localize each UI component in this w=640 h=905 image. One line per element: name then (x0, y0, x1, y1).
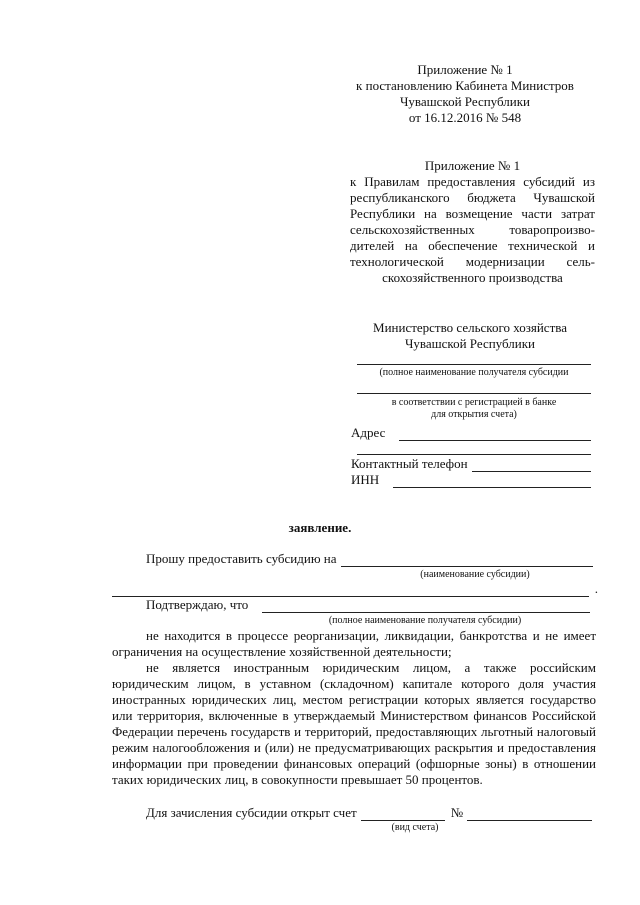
appendix-rules-line: Республики на возмещение части затрат (350, 206, 595, 221)
address-field[interactable] (399, 428, 591, 441)
appendix-rules-line: Приложение № 1 (424, 158, 521, 173)
paragraph-no-reorganization: не находится в процессе реорганизации, ликвидации, банкротства и не имеет ограничения на осуществление хозяйственной деятельности; (112, 628, 596, 659)
ministry-name: Министерство сельского хозяйства (373, 320, 567, 335)
address-field-line2[interactable] (357, 454, 591, 455)
bank-caption-line: для открытия счета) (431, 409, 517, 420)
bank-caption (345, 397, 603, 421)
recipient-name-caption: (полное наименование получателя субсидии (379, 367, 569, 378)
account-row (146, 805, 592, 821)
appendix-rules-header (350, 158, 595, 286)
confirm-label: Подтверждаю, что (146, 597, 249, 612)
appendix-rules-line: скохозяйственного производства (382, 270, 563, 285)
confirm-row (146, 597, 590, 613)
appendix-rules-line: технологической модернизации сель- (350, 254, 595, 269)
bank-registration-line[interactable] (357, 393, 591, 394)
appendix-rules-line: к Правилам предоставления субсидий из (350, 174, 595, 189)
phone-label: Контактный телефон (351, 456, 468, 471)
confirm-recipient-field[interactable] (262, 600, 590, 613)
phone-field[interactable] (472, 459, 591, 472)
request-label: Прошу предоставить субсидию на (146, 551, 337, 566)
appendix-rules-line: дителей на обеспечение технической и (350, 238, 595, 253)
appendix-1-line: к постановлению Кабинета Министров (356, 78, 574, 93)
account-number-sign: № (450, 805, 464, 820)
recipient-name-line[interactable] (357, 364, 591, 365)
appendix-rules-line: сельскохозяйственных товаропроизво- (350, 222, 595, 237)
address-row (351, 425, 591, 441)
subsidy-name-field[interactable] (341, 554, 593, 567)
appendix-1-line: Чувашской Республики (399, 94, 531, 109)
request-continuation-row (112, 581, 598, 597)
address-label: Адрес (351, 425, 386, 440)
request-period: . (594, 581, 598, 596)
account-label: Для зачисления субсидии открыт счет (146, 805, 357, 820)
appendix-rules-line: республиканского бюджета Чувашской (350, 190, 595, 205)
appendix-1-line: Приложение № 1 (417, 62, 513, 77)
inn-label: ИНН (351, 472, 380, 487)
account-type-field[interactable] (361, 808, 445, 821)
subsidy-name-field-continued[interactable] (112, 584, 589, 597)
account-number-field[interactable] (467, 808, 592, 821)
phone-row (351, 456, 591, 472)
addressee-ministry (345, 320, 595, 352)
paragraph-not-foreign-entity: не является иностранным юридическим лицом, а также российским юридическим лицом, в уставном (складочном) капитале которого доля участия иностранных юридических лиц, местом регистрации которых является государство или территория, включенные в утверждаемый Министерством финансов Российской Федерации перечень государств и территорий, предоставляющих льготный налоговый режим налогообложения и (или) не предусматривающих раскрытия и предоставления информации при проведении финансовых операций (офшорные зоны) в отношении таких юридических лиц, в совокупности превышает 50 процентов. (112, 660, 596, 787)
request-row (146, 551, 593, 567)
account-type-caption: (вид счета) (391, 822, 439, 833)
document-title: заявление. (288, 520, 352, 535)
bank-caption-line: в соответствии с регистрацией в банке (391, 397, 557, 408)
appendix-1-line: от 16.12.2016 № 548 (408, 110, 522, 125)
subsidy-name-caption: (наименование субсидии) (420, 569, 530, 580)
ministry-name: Чувашской Республики (404, 336, 536, 351)
confirm-recipient-caption: (полное наименование получателя субсидии) (328, 615, 522, 626)
inn-field[interactable] (393, 475, 591, 488)
inn-row (351, 472, 591, 488)
appendix-1-header (340, 62, 590, 126)
